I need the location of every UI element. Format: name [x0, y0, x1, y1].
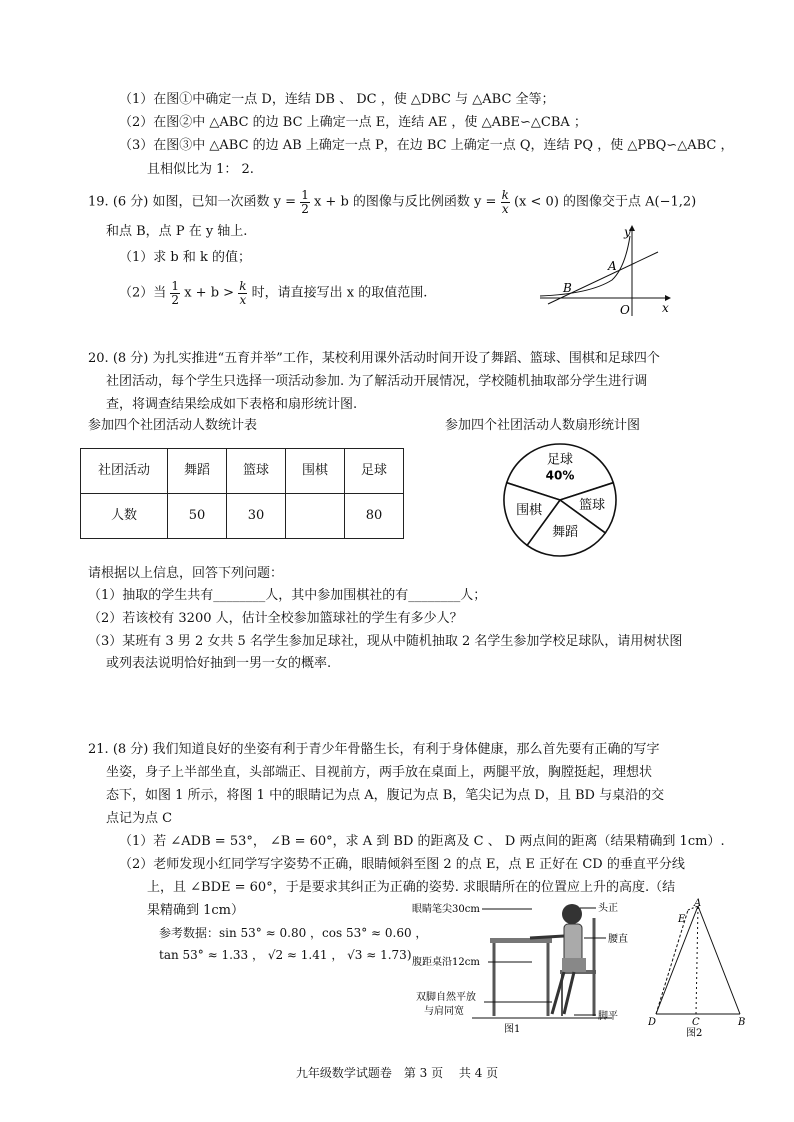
table-cell	[286, 494, 345, 539]
q20-line-2: 社团活动，每个学生只选择一项活动参加. 为了解活动开展情况，学校随机抽取部分学生进行调	[106, 374, 648, 389]
q20-sub-1: （1）抽取的学生共有________人，其中参加围棋社的有________人；	[88, 588, 487, 603]
q19-function-graph	[530, 218, 680, 318]
figure-1-caption: 图1	[504, 1024, 521, 1035]
q20-line-1: 20. (8 分) 为扎实推进“五育并举”工作，某校利用课外活动时间开设了舞蹈、篮球、围棋和足球四个	[88, 351, 660, 366]
q18-item-1: （1）在图①中确定一点 D，连结 DB 、 DC ，使 △DBC 与 △ABC 全等；	[119, 92, 555, 107]
label-head: 头正	[598, 903, 618, 914]
label-b: B	[563, 281, 572, 295]
q19-number: 19.	[88, 194, 109, 210]
q20-sub-3a: （3）某班有 3 男 2 女共 5 名学生参加足球社，现从中随机抽取 2 名学生参加学校足球队，请用树状图	[88, 634, 683, 649]
table-cell: 社团活动	[81, 449, 168, 494]
q21-line-3: 态下，如图 1 所示，将图 1 中的眼睛记为点 A，腹记为点 B，笔尖记为点 D，且 BD 与桌沿的交	[106, 788, 665, 803]
q19-frac-k: $\frac{k}{x}$	[501, 188, 509, 216]
club-pie-chart	[495, 440, 625, 560]
label-belly: 腹距桌沿12cm	[412, 957, 480, 968]
figure-1-posture	[412, 898, 632, 1038]
segment-da	[656, 906, 698, 1014]
q19-score: (6 分)	[112, 194, 149, 210]
girl-leg	[564, 972, 574, 1014]
girl-skirt	[562, 958, 586, 972]
table-cell: 足球	[345, 449, 404, 494]
point-c: C	[692, 1017, 700, 1028]
label-foot-flat: 脚平	[598, 1011, 618, 1022]
q19-text-b: x + b 的图像与反比例函数 y =	[313, 194, 497, 210]
q19-frac-half: $\frac{1}{2}$	[301, 188, 309, 216]
q19-text-c: (x < 0) 的图像交于点 A(−1,2)	[513, 194, 697, 210]
label-y: y	[624, 225, 631, 239]
q19-line-2: 和点 B，点 P 在 y 轴上.	[106, 224, 248, 239]
segment-ab	[698, 906, 740, 1014]
table-row	[81, 494, 404, 539]
q21-sub-2a: （2）老师发现小红同学写字姿势不正确，眼睛倾斜至图 2 的点 E，点 E 正好在 CD 的垂直平分线	[119, 857, 685, 872]
club-stat-table	[80, 448, 404, 539]
point-d: D	[648, 1017, 657, 1028]
q21-ref-2: tan 53° ≈ 1.33 ， √2 ≈ 1.41 ， √3 ≈ 1.73)	[159, 948, 412, 962]
figure-2-triangle	[648, 898, 750, 1038]
q21-ref-1: 参考数据：sin 53° ≈ 0.80 ，cos 53° ≈ 0.60 ，	[159, 926, 428, 940]
label-feet-1: 双脚自然平放	[416, 992, 476, 1003]
q18-item-3: （3）在图③中 △ABC 的边 AB 上确定一点 P，在边 BC 上确定一点 Q，连结 PQ ，使 △PBQ∽△ABC ，	[119, 138, 734, 153]
q20-sub-3b: 或列表法说明恰好抽到一男一女的概率.	[106, 656, 332, 671]
q19-text-a: 如图，已知一次函数 y =	[152, 194, 297, 210]
label-feet-2: 与肩同宽	[424, 1006, 464, 1017]
pie-value-label-0: 40%	[545, 468, 575, 483]
q19-sub-1: （1）求 b 和 k 的值；	[119, 250, 251, 265]
table-cell: 50	[168, 494, 227, 539]
table-cell: 30	[227, 494, 286, 539]
label-a: A	[608, 259, 617, 273]
table-cell: 舞蹈	[168, 449, 227, 494]
pie-label-2: 舞蹈	[552, 525, 579, 541]
table-cell: 人数	[81, 494, 168, 539]
q20-prompt: 请根据以上信息，回答下列问题：	[88, 566, 284, 581]
q20-line-3: 查，将调查结果绘成如下表格和扇形统计图.	[106, 397, 358, 412]
pie-label-1: 篮球	[579, 498, 606, 514]
figure-2-caption: 图2	[686, 1028, 703, 1038]
q20-sub-2: （2）若该校有 3200 人，估计全校参加篮球社的学生有多少人？	[88, 611, 463, 626]
q21-sub-1: （1）若 ∠ADB = 53°， ∠B = 60°，求 A 到 BD 的距离及 C 、 D 两点间的距离（结果精确到 1cm）.	[119, 834, 725, 849]
segment-de	[656, 910, 688, 1014]
label-x: x	[662, 301, 669, 315]
q20-pie-title: 参加四个社团活动人数扇形统计图	[445, 418, 641, 433]
pie-label-3: 围棋	[516, 503, 543, 519]
table-header-row	[81, 449, 404, 494]
table-cell: 围棋	[286, 449, 345, 494]
linear-function-line	[548, 252, 658, 304]
q21-sub-2b: 上，且 ∠BDE = 60°，于是要求其纠正为正确的姿势. 求眼睛所在的位置应上升的高度.（结	[147, 880, 676, 895]
table-cell: 篮球	[227, 449, 286, 494]
q21-line-4: 点记为点 C	[106, 811, 173, 826]
q18-item-4: 且相似比为 1： 2.	[147, 162, 254, 177]
point-e: E	[678, 914, 686, 925]
pie-label-0: 足球	[546, 452, 574, 468]
page-footer: 九年级数学试题卷 第 3 页 共 4 页	[295, 1066, 499, 1080]
q21-line-1: 21. (8 分) 我们知道良好的坐姿有利于青少年骨骼生长，有利于身体健康，那么首先要有正确的写字	[88, 742, 660, 757]
q21-line-2: 坐姿，身子上半部坐直，头部端正、目视前方，两手放在桌面上，两腿平放，胸膛挺起，理想状	[106, 765, 653, 780]
q19-sub-2: （2）当 $\frac{1}{2}$ x + b > $\frac{k}{x}$ 时，请直接写出 x 的取值范围.	[119, 279, 428, 307]
label-o: O	[620, 303, 630, 317]
label-waist: 腰直	[608, 934, 628, 945]
girl-head	[562, 904, 582, 924]
q21-sub-2c: 果精确到 1cm）	[147, 903, 245, 918]
girl-arm	[530, 936, 564, 938]
point-b: B	[738, 1017, 746, 1028]
table-cell: 80	[345, 494, 404, 539]
point-a: A	[694, 898, 702, 909]
label-eye-pen: 眼睛笔尖30cm	[412, 904, 480, 915]
q18-item-2: （2）在图②中 △ABC 的边 BC 上确定一点 E，连结 AE ，使 △ABE∽△CBA ；	[119, 115, 587, 130]
q20-table-title: 参加四个社团活动人数统计表	[88, 418, 258, 433]
segment-ca	[696, 906, 698, 1014]
q19-line-1	[88, 189, 696, 215]
